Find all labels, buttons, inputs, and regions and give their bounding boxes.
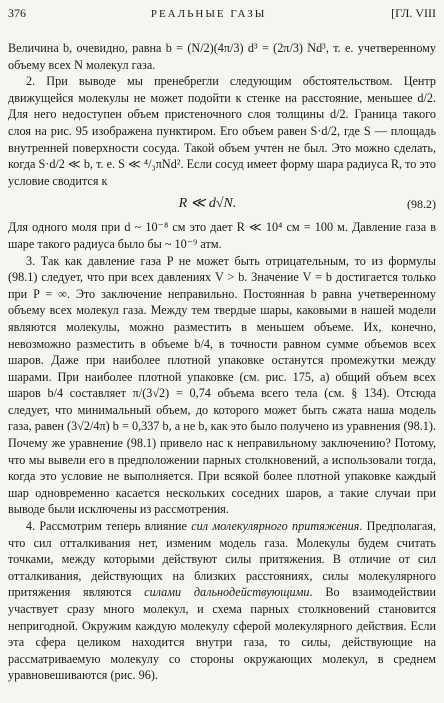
paragraph-4-mid: . Предполагая, что сил отталкивания нет, изменим модель газа. Молекулы будем считать точками, между которыми действуют силы притяжения. В отличие от сил отталкивания, действующих на близких расстояниях, силы молекулярного притяжения являются [8, 519, 436, 600]
paragraph-4-tail: . Во взаимодействии участвует сразу много молекул, и схема парных столкновений становится непригодной. Окружим каждую молекулу сферой молекулярного действия. Если эта сфера целиком находится внутри газа, то силы, действующие на рассматриваемую молекулу со стороны окружающих молекул, в среднем уравновешиваются (рис. 96). [8, 585, 436, 683]
page-number: 376 [8, 6, 26, 20]
paragraph-2: 2. При выводе мы пренебрегли следующим обстоятельством. Центр движущейся молекулы не может подойти к стенке на расстояние, меньшее d/2. Для него недоступен объем пристеночного слоя толщины d/2. Граница такого слоя на рис. 95 изображена пунктиром. Его объем равен S·d/2, где S — площадь внутренней поверхности сосуда. Такой объем учтен не был. Это можно сделать, когда S·d/2 ≪ b, т. е. S ≪ ⁴/₃πNd². Если сосуд имеет форму шара радиуса R, то это условие сводится к [8, 74, 436, 188]
paragraph-1: Величина b, очевидно, равна b = (N/2)(4π/3) d³ = (2π/3) Nd³, т. е. учетверенному объему всех N молекул газа. [8, 41, 436, 72]
equation-number: (98.2) [407, 197, 436, 212]
paragraph-4 [8, 518, 436, 684]
paragraph-4-lead: 4. Рассмотрим теперь влияние [26, 519, 192, 534]
chapter-label: [ГЛ. VIII [391, 6, 436, 20]
body-text [8, 40, 436, 684]
running-title: РЕАЛЬНЫЕ ГАЗЫ [150, 8, 267, 20]
equation-formula: R ≪ d√N. [178, 196, 237, 212]
term-long-range-forces: силами дальнодействующими [144, 585, 310, 600]
paragraph-2-cont: Для одного моля при d ~ 10⁻⁸ см это дает R ≪ 10⁴ см = 100 м. Давление газа в шаре такого радиуса было бы ~ 10⁻⁹ атм. [8, 220, 436, 251]
paragraph-3: 3. Так как давление газа P не может быть отрицательным, то из формулы (98.1) следует, что при всех давлениях V > b. Значение V = b достигается только при P = ∞. Это заключение неправильно. Постоянная b равна учетверенному объему всех молекул газа. Между тем твердые шары, каковыми в нашей модели являются молекулы, можно разместить в меньшем объеме. Их, конечно, невозможно разместить в объеме b/4, в точности равном сумме объемов всех шаров. Даже при наиболее плотной упаковке останутся промежутки между шарами. При наиболее плотной упаковке (см. рис. 175, а) общий объем всех шаров b/4 составляет π/(3√2) = 0,74 объема всего тела (см. § 134). Отсюда следует, что минимальный объем, до которого может быть сжата наша модель газа, равен (3√2/4π) b = 0,337 b, а не b, как это было получено из уравнения (98.1). Почему же уравнение (98.1) привело нас к неправильному заключению? Потому, что мы вывели его в предположении парных столкновений, а использовали тогда, когда это условие не выполняется. При всякой более плотной упаковке каждый шар одновременно касается нескольких соседних шаров, а такие случаи при выводе были исключены из рассмотрения. [8, 253, 436, 517]
page-header [8, 6, 436, 26]
equation-98-2 [8, 191, 436, 217]
term-molecular-attraction: сил молекулярного притяжения [191, 519, 360, 534]
